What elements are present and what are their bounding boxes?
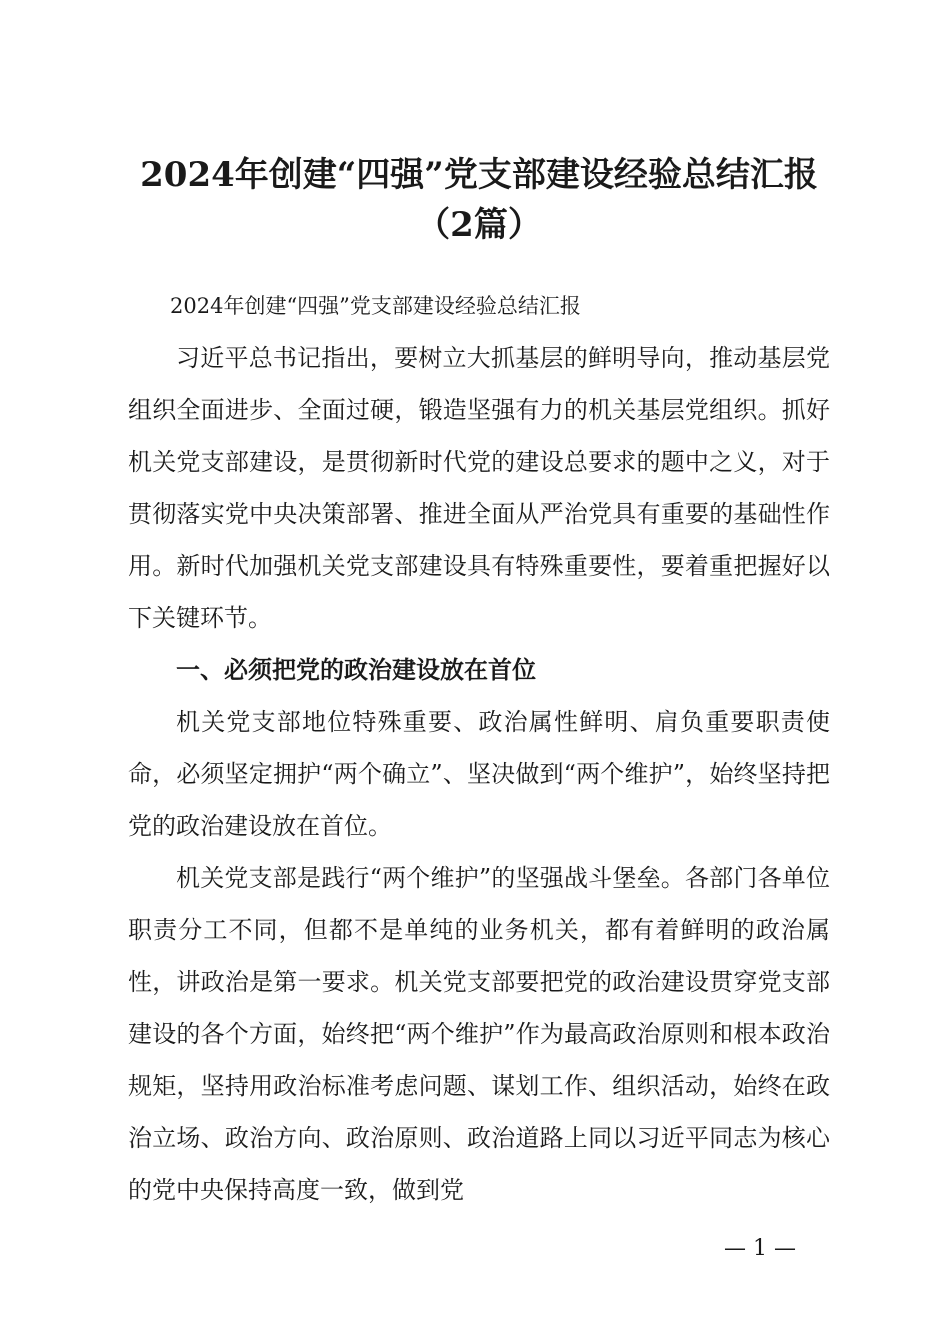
paragraph: 机关党支部地位特殊重要、政治属性鲜明、肩负重要职责使命，必须坚定拥护“两个确立”、坚决做到“两个维护”，始终坚持把党的政治建设放在首位。 [128, 708, 830, 840]
paragraph: 机关党支部是践行“两个维护”的坚强战斗堡垒。各部门各单位职责分工不同，但都不是单纯的业务机关，都有着鲜明的政治属性，讲政治是第一要求。机关党支部要把党的政治建设贯穿党支部建设的各个方面，始终把“两个维护”作为最高政治原则和根本政治规矩，坚持用政治标准考虑问题、谋划工作、组织活动，始终在政治立场、政治方向、政治原则、政治道路上同以习近平同志为核心的党中央保持高度一致，做到党 [128, 864, 830, 1204]
page-number: — 1 — [724, 1236, 796, 1261]
document-subtitle: 2024年创建“四强”党支部建设经验总结汇报 [170, 294, 581, 318]
section-heading: 一、必须把党的政治建设放在首位 [176, 656, 536, 684]
document-title: 2024年创建“四强”党支部建设经验总结汇报（2篇） [140, 155, 818, 245]
paragraph-intro: 习近平总书记指出，要树立大抓基层的鲜明导向，推动基层党组织全面进步、全面过硬，锻造坚强有力的机关基层党组织。抓好机关党支部建设，是贯彻新时代党的建设总要求的题中之义，对于贯彻落实党中央决策部署、推进全面从严治党具有重要的基础性作用。新时代加强机关党支部建设具有特殊重要性，要着重把握好以下关键环节。 [128, 344, 830, 632]
document-body [128, 284, 830, 1216]
